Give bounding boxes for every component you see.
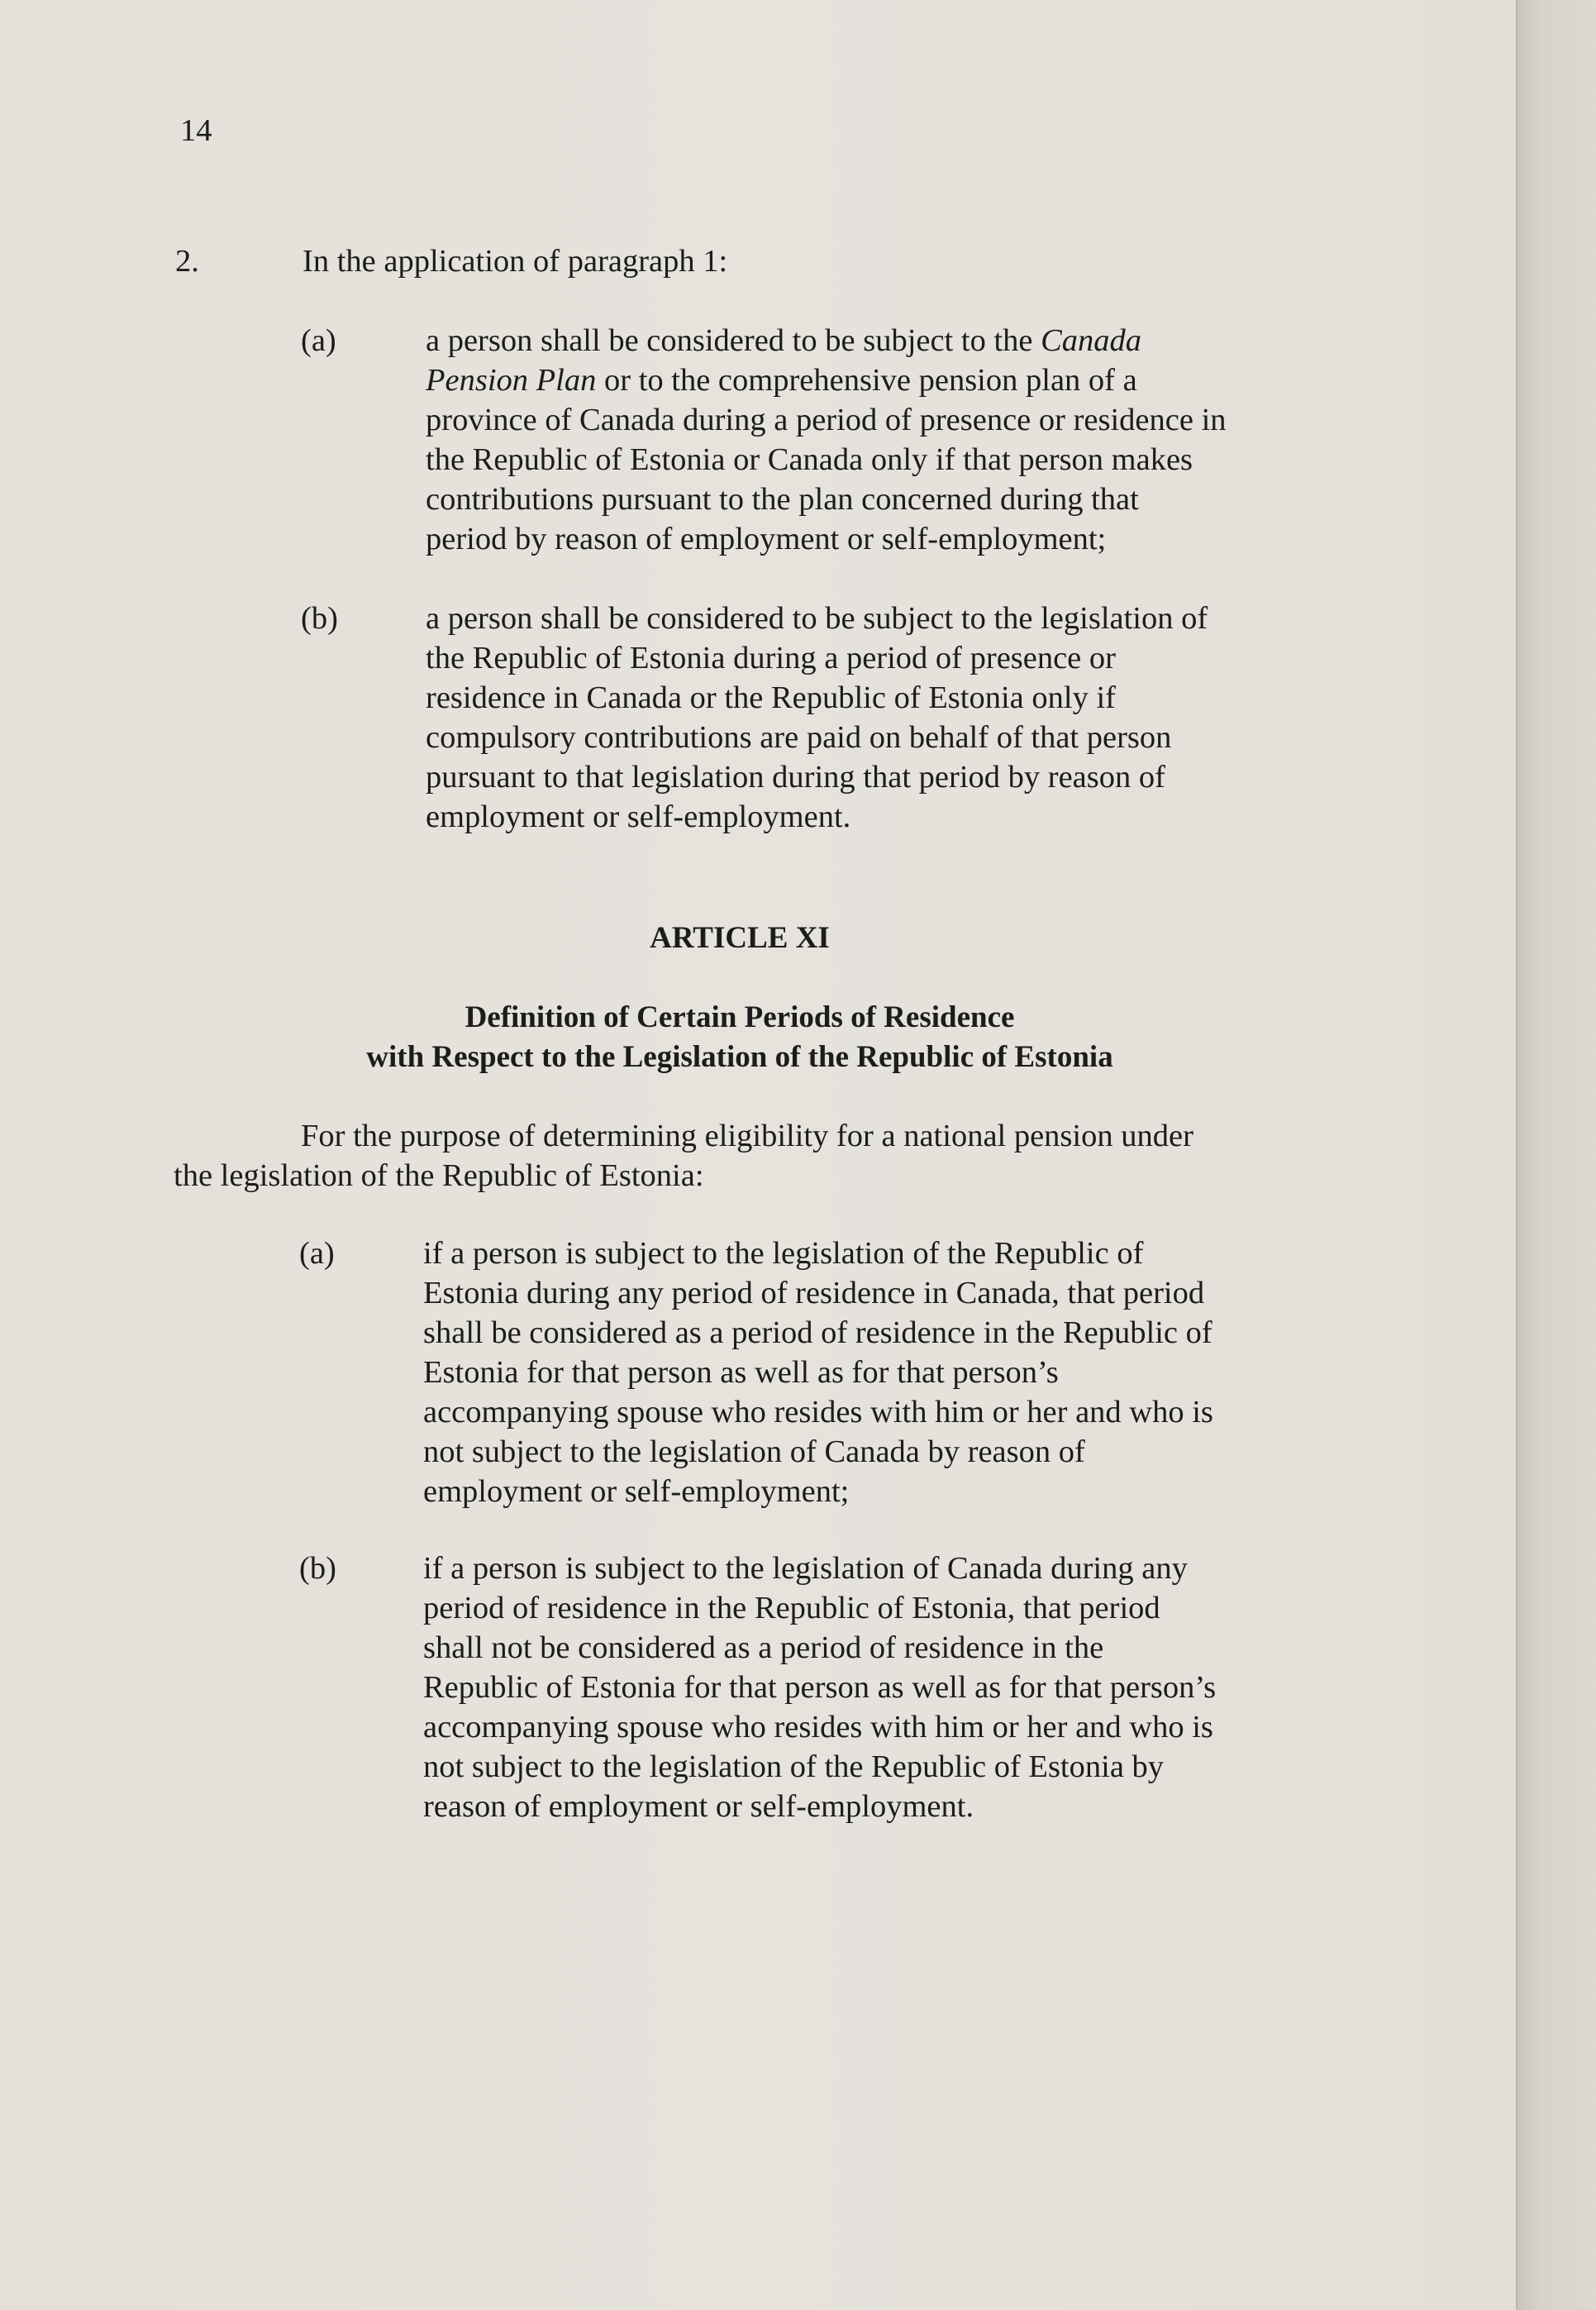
- page-edge: [1516, 0, 1596, 2310]
- item-text-2b: [426, 599, 1208, 837]
- intro-line: For the purpose of determining eligibility for a national pension under: [301, 1119, 1193, 1153]
- paragraph-intro: In the application of paragraph 1:: [303, 244, 728, 279]
- item-line: the Republic of Estonia or Canada only if that person makes: [426, 442, 1193, 477]
- article-heading: ARTICLE XI: [650, 921, 830, 955]
- item-text-article-b: [423, 1549, 1216, 1826]
- italic-fragment: Canada: [1041, 323, 1142, 358]
- item-line: shall not be considered as a period of residence in the: [423, 1630, 1104, 1665]
- italic-fragment: Pension Plan: [426, 363, 597, 398]
- item-label-article-b: (b): [299, 1551, 336, 1586]
- item-line: compulsory contributions are paid on behalf of that person: [426, 720, 1172, 755]
- item-line: employment or self-employment.: [426, 799, 851, 834]
- item-text-2a: [426, 321, 1227, 559]
- intro-line: the legislation of the Republic of Estonia:: [174, 1158, 704, 1193]
- item-line: shall be considered as a period of residence in the Republic of: [423, 1315, 1212, 1350]
- item-text-article-a: [423, 1234, 1213, 1511]
- item-line: Republic of Estonia for that person as well as for that person’s: [423, 1670, 1217, 1705]
- item-line: residence in Canada or the Republic of Estonia only if: [426, 680, 1116, 715]
- item-line: not subject to the legislation of the Republic of Estonia by: [423, 1749, 1165, 1784]
- article-intro: [174, 1116, 1193, 1196]
- item-line: a person shall be considered to be subject to the legislation of: [426, 601, 1208, 636]
- item-line: [426, 321, 1227, 360]
- article-subheading-line1: Definition of Certain Periods of Residence: [465, 1000, 1015, 1034]
- item-line: Estonia during any period of residence in Canada, that period: [423, 1276, 1205, 1310]
- item-line: reason of employment or self-employment.: [423, 1789, 974, 1824]
- paragraph-number: 2.: [175, 244, 199, 279]
- item-line: period by reason of employment or self-employment;: [426, 522, 1107, 556]
- item-line: [426, 360, 1227, 400]
- item-line: accompanying spouse who resides with him or her and who is: [423, 1395, 1213, 1429]
- item-line: Estonia for that person as well as for that person’s: [423, 1355, 1059, 1390]
- item-line: if a person is subject to the legislation of the Republic of: [423, 1236, 1144, 1271]
- article-subheading-line2: with Respect to the Legislation of the Republic of Estonia: [366, 1040, 1113, 1074]
- item-line: period of residence in the Republic of Estonia, that period: [423, 1591, 1160, 1625]
- item-line: province of Canada during a period of presence or residence in: [426, 403, 1227, 437]
- item-line: contributions pursuant to the plan concerned during that: [426, 482, 1139, 517]
- item-line: employment or self-employment;: [423, 1474, 850, 1509]
- item-label-2b: (b): [301, 601, 338, 636]
- item-line: not subject to the legislation of Canada by reason of: [423, 1434, 1085, 1469]
- item-label-article-a: (a): [299, 1236, 335, 1271]
- page-number: 14: [180, 113, 212, 148]
- item-line: the Republic of Estonia during a period of presence or: [426, 641, 1116, 675]
- item-label-2a: (a): [301, 323, 336, 358]
- item-line: if a person is subject to the legislation of Canada during any: [423, 1551, 1188, 1586]
- item-line: accompanying spouse who resides with him or her and who is: [423, 1710, 1213, 1744]
- item-line: pursuant to that legislation during that period by reason of: [426, 760, 1165, 795]
- text-fragment: or to the comprehensive pension plan of a: [596, 363, 1137, 398]
- text-fragment: a person shall be considered to be subject to the: [426, 323, 1041, 358]
